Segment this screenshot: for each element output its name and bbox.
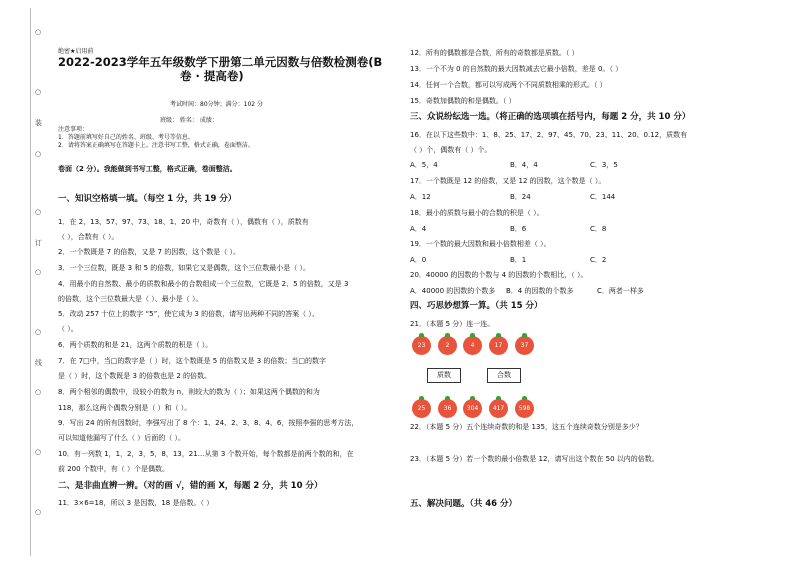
option: C．8 — [590, 225, 607, 233]
binding-hole: ○ — [35, 28, 42, 36]
question-line: 4．用最小的自然数、最小的质数和最小的合数组成一个三位数，它既是 2、5 的倍数，又是 3 — [58, 280, 349, 288]
binding-hole: ○ — [35, 208, 42, 216]
question-line: 23．（本题 5 分）若一个数的最小倍数是 12，请写出这个数在 50 以内的倍数。 — [410, 455, 659, 463]
number-circle: 417 — [489, 399, 508, 418]
neatness-line: 卷面（2 分）。我能做到书写工整，格式正确，卷面整洁。 — [58, 165, 237, 173]
notes-item: 2．请将答案正确填写在答题卡上。注意书写工整，格式正确，卷面整洁。 — [58, 142, 254, 149]
question-line: 14．任何一个合数，都可以写成两个不同质数相乘的形式。（ ） — [410, 81, 607, 89]
question-line: 18．最小的质数与最小的合数的积是（ ）。 — [410, 209, 544, 217]
option: B．6 — [510, 225, 527, 233]
question-line: 9．写出 24 的所有因数时，李强写出了 8 个：1、24、2、3、8、4、6，按照李强的思考方法， — [58, 419, 359, 427]
option: B．4，4 — [510, 161, 538, 169]
option: B．1 — [510, 256, 527, 264]
binding-label: 线 — [35, 359, 42, 367]
question-line: 15．奇数加偶数的和是偶数。（ ） — [410, 97, 516, 105]
binding-hole: ○ — [35, 508, 42, 516]
question-line: 13．一个不为 0 的自然数的最大因数减去它最小倍数，差是 0。（ ） — [410, 65, 623, 73]
question-line: 10．有一列数 1，1，2，3，5，8，13，21…从第 3 个数开始，每个数都是前两个数的和，在 — [58, 450, 354, 458]
question-line: 3．一个三位数，既是 3 和 5 的倍数，如果它又是偶数，这个三位数最小是（ ）。 — [58, 264, 310, 272]
section-3-heading: 三、众说纷纭选一选。（将正确的选项填在括号内，每题 2 分，共 10 分） — [410, 112, 691, 122]
question-line: 2．一个数既是 7 的倍数，又是 7 的因数，这个数是（ ）。 — [58, 248, 240, 256]
question-line: 是（ ）时，这个数既是 3 的倍数也是 2 的倍数。 — [58, 372, 212, 380]
section-4-heading: 四、巧思妙想算一算。（共 15 分） — [410, 301, 543, 311]
binding-hole: ○ — [35, 88, 42, 96]
option: C．两者一样多 — [597, 287, 644, 295]
question-line: 21．（本题 5 分）连一连。 — [410, 320, 495, 328]
option: A．4 — [410, 225, 427, 233]
binding-hole: ○ — [35, 388, 42, 396]
option: C．144 — [590, 193, 616, 201]
option: C．3，5 — [590, 161, 618, 169]
binding-hole: ○ — [35, 448, 42, 456]
binding-hole: ○ — [35, 328, 42, 336]
number-circle: 2 — [438, 336, 457, 355]
option: C．2 — [590, 256, 607, 264]
notes-heading: 注意事项： — [58, 126, 89, 133]
page-title-line2: 卷 · 提高卷) — [180, 69, 244, 83]
number-circle: 4 — [463, 336, 482, 355]
prime-box: 质数 — [427, 368, 461, 383]
binding-label: 装 — [35, 119, 42, 127]
section-5-heading: 五、解决问题。（共 46 分） — [410, 499, 517, 509]
section-2-heading: 二、是非曲直辨一辨。（对的画 √，错的画 X，每题 2 分，共 10 分） — [58, 481, 323, 491]
question-line: 118，那么这两个偶数分别是（ ）和（ ）。 — [58, 404, 192, 412]
question-line: 前 200 个数中，有（ ）个是偶数。 — [58, 465, 170, 473]
notes-item: 1．答题前填写好自己的姓名、班级、考号等信息。 — [58, 134, 194, 141]
binding-hole: ○ — [35, 150, 42, 158]
student-info: 班级： 姓名： 成绩： — [160, 117, 218, 124]
question-line: 19．一个数的最大因数和最小倍数相差（ ）。 — [410, 240, 551, 248]
option: A．5，4 — [410, 161, 438, 169]
option: B．4 的因数的个数多 — [506, 287, 574, 295]
question-line: 20．40000 的因数的个数与 4 的因数的个数相比，（ ）。 — [410, 271, 588, 279]
question-line: 7．在 7□中，当□的数字是（ ）时，这个数既是 5 的倍数又是 3 的倍数；当□的数字 — [58, 357, 327, 365]
number-circle: 598 — [515, 399, 534, 418]
number-circle: 304 — [463, 399, 482, 418]
question-line: 11．3×6=18，所以 3 是因数，18 是倍数。（ ） — [58, 499, 214, 507]
number-circle: 36 — [438, 399, 457, 418]
composite-box: 合数 — [487, 368, 521, 383]
question-line: （ ），合数有（ ）。 — [58, 233, 119, 241]
question-line: （ ）个，偶数有（ ）个。 — [410, 146, 492, 154]
question-line: 22．（本题 5 分）五个连续奇数的和是 135，这五个连续奇数分别是多少？ — [410, 423, 643, 431]
question-line: 的倍数，这个三位数最大是（ ）、最小是（ ）。 — [58, 295, 203, 303]
question-line: 5．改动 257 十位上的数字 “5”，使它成为 3 的倍数，请写出两种不同的答案（ ）、 — [58, 310, 319, 318]
question-line: 6．两个质数的和是 21，这两个质数的积是（ ）。 — [58, 341, 213, 349]
question-line: （ ）。 — [58, 325, 78, 333]
option: A．40000 的因数的个数多 — [410, 287, 496, 295]
question-line: 17．一个数既是 12 的倍数，又是 12 的因数，这个数是（ ）。 — [410, 177, 606, 185]
page-title: 2022-2023学年五年级数学下册第二单元因数与倍数检测卷(B — [58, 55, 383, 69]
binding-label: 订 — [35, 239, 42, 247]
number-circle: 17 — [489, 336, 508, 355]
section-1-heading: 一、知识空格填一填。（每空 1 分，共 19 分） — [58, 194, 237, 204]
option: A．12 — [410, 193, 431, 201]
question-line: 8．两个相邻的偶数中，设较小的数为 n，则较大的数为（ ）；如果这两个偶数的和为 — [58, 388, 320, 396]
number-circle: 23 — [412, 336, 431, 355]
binding-hole: ○ — [35, 268, 42, 276]
number-circle: 37 — [515, 336, 534, 355]
option: B．24 — [510, 193, 531, 201]
question-line: 1．在 2、13、57、97、73、18、1、20 中，奇数有（ ），偶数有（ ），质数有 — [58, 218, 309, 226]
number-circle: 25 — [412, 399, 431, 418]
exam-info: 考试时间：80分钟；满分：102 分 — [170, 101, 263, 108]
question-line: 可以知道他漏写了什么（ ）后面的（ ）。 — [58, 434, 185, 442]
secret-mark: 绝密★启用前 — [58, 48, 94, 55]
question-line: 12．所有的偶数都是合数，所有的奇数都是质数。（ ） — [410, 49, 579, 57]
option: A．0 — [410, 256, 427, 264]
question-line: 16．在以下这些数中：1、8、25、17、2、97、45、70、23、11、20、0.12，质数有 — [410, 131, 688, 139]
